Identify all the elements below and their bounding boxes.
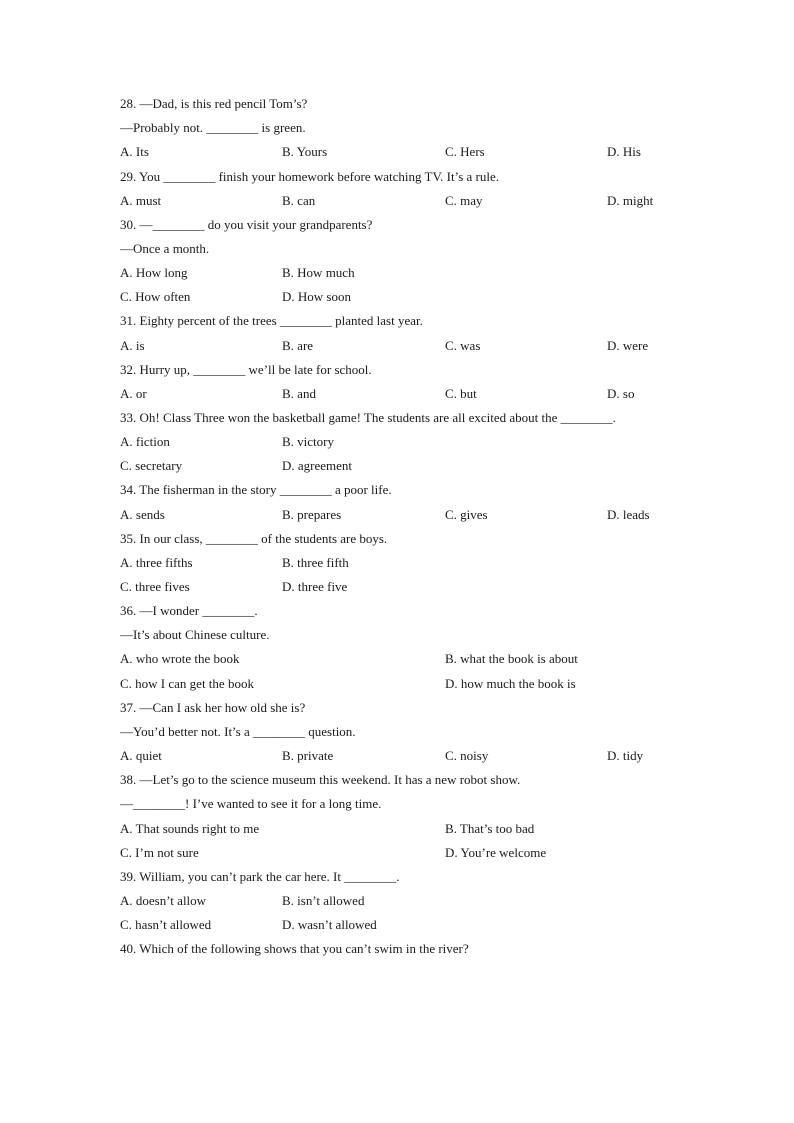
- question-37-reply: —You’d better not. It’s a ________ question.: [120, 724, 356, 739]
- question-30-stem: 30. —________ do you visit your grandparents?: [120, 217, 373, 232]
- question-36-option-c: C. how I can get the book: [120, 676, 254, 691]
- question-35-option-d: D. three five: [282, 579, 348, 594]
- question-35-option-a: A. three fifths: [120, 555, 193, 570]
- question-30-option-d: D. How soon: [282, 289, 351, 304]
- question-32-stem: 32. Hurry up, ________ we’ll be late for school.: [120, 362, 372, 377]
- question-35-option-c: C. three fives: [120, 579, 190, 594]
- question-33-option-b: B. victory: [282, 434, 334, 449]
- question-37-stem: 37. —Can I ask her how old she is?: [120, 700, 306, 715]
- question-34-stem: 34. The fisherman in the story ________ a poor life.: [120, 482, 392, 497]
- question-35-stem: 35. In our class, ________ of the students are boys.: [120, 531, 388, 546]
- question-39-option-a: A. doesn’t allow: [120, 893, 207, 908]
- question-40-stem: 40. Which of the following shows that you can’t swim in the river?: [120, 941, 469, 956]
- question-33-option-c: C. secretary: [120, 458, 183, 473]
- question-37-option-d: D. tidy: [607, 748, 644, 763]
- question-38-stem: 38. —Let’s go to the science museum this weekend. It has a new robot show.: [120, 772, 521, 787]
- question-37-option-b: B. private: [282, 748, 334, 763]
- question-32-option-c: C. but: [445, 386, 477, 401]
- question-32-option-d: D. so: [607, 386, 635, 401]
- question-39-stem: 39. William, you can’t park the car here. It ________.: [120, 869, 400, 884]
- question-30-option-a: A. How long: [120, 265, 188, 280]
- question-36-option-b: B. what the book is about: [445, 651, 578, 666]
- question-31-stem: 31. Eighty percent of the trees ________ planted last year.: [120, 313, 423, 328]
- question-38-option-d: D. You’re welcome: [445, 845, 547, 860]
- question-34-option-b: B. prepares: [282, 507, 342, 522]
- question-30-reply: —Once a month.: [120, 241, 210, 256]
- question-29-option-c: C. may: [445, 193, 483, 208]
- question-37-option-a: A. quiet: [120, 748, 162, 763]
- question-38-option-b: B. That’s too bad: [445, 821, 535, 836]
- question-35-option-b: B. three fifth: [282, 555, 349, 570]
- question-28-stem: 28. —Dad, is this red pencil Tom’s?: [120, 96, 308, 111]
- question-29-option-b: B. can: [282, 193, 316, 208]
- question-33-stem: 33. Oh! Class Three won the basketball game! The students are all excited about the ________.: [120, 410, 616, 425]
- question-36-reply: —It’s about Chinese culture.: [120, 627, 270, 642]
- question-36-stem: 36. —I wonder ________.: [120, 603, 258, 618]
- question-30-option-c: C. How often: [120, 289, 191, 304]
- question-36-option-d: D. how much the book is: [445, 676, 576, 691]
- question-39-option-c: C. hasn’t allowed: [120, 917, 212, 932]
- question-39-option-b: B. isn’t allowed: [282, 893, 365, 908]
- question-31-option-d: D. were: [607, 338, 649, 353]
- question-28-reply: —Probably not. ________ is green.: [120, 120, 306, 135]
- question-38-option-a: A. That sounds right to me: [120, 821, 260, 836]
- question-38-option-c: C. I’m not sure: [120, 845, 199, 860]
- question-31-option-b: B. are: [282, 338, 314, 353]
- question-28-option-a: A. Its: [120, 144, 149, 159]
- question-29-stem: 29. You ________ finish your homework before watching TV. It’s a rule.: [120, 169, 500, 184]
- question-33-option-d: D. agreement: [282, 458, 353, 473]
- question-39-option-d: D. wasn’t allowed: [282, 917, 377, 932]
- question-36-option-a: A. who wrote the book: [120, 651, 240, 666]
- question-32-option-b: B. and: [282, 386, 316, 401]
- question-31-option-a: A. is: [120, 338, 145, 353]
- question-30-option-b: B. How much: [282, 265, 355, 280]
- question-31-option-c: C. was: [445, 338, 481, 353]
- question-37-option-c: C. noisy: [445, 748, 489, 763]
- question-34-option-d: D. leads: [607, 507, 650, 522]
- question-34-option-c: C. gives: [445, 507, 488, 522]
- question-32-option-a: A. or: [120, 386, 147, 401]
- question-28-option-c: C. Hers: [445, 144, 485, 159]
- question-34-option-a: A. sends: [120, 507, 165, 522]
- question-38-reply: —________! I’ve wanted to see it for a long time.: [120, 796, 382, 811]
- question-29-option-a: A. must: [120, 193, 162, 208]
- question-28-option-d: D. His: [607, 144, 641, 159]
- question-28-option-b: B. Yours: [282, 144, 328, 159]
- question-33-option-a: A. fiction: [120, 434, 170, 449]
- question-29-option-d: D. might: [607, 193, 654, 208]
